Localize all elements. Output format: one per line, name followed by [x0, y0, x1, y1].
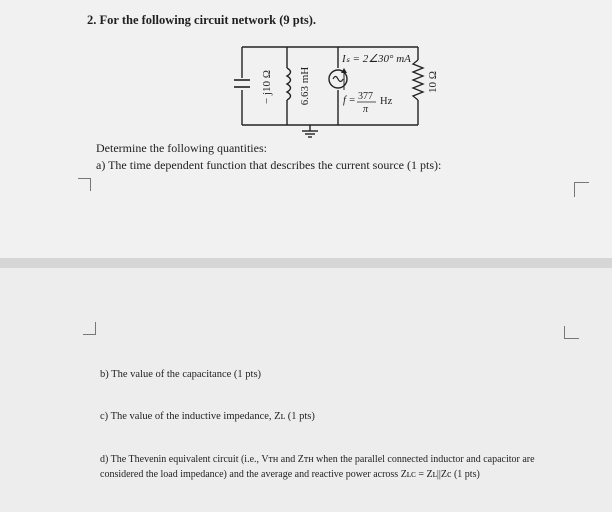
- part-c-prompt: c) The value of the inductive impedance, Zʟ (1 pts): [100, 411, 315, 422]
- capacitor-symbol: [234, 78, 250, 90]
- answer-box-corner-top-left: [78, 178, 91, 191]
- part-d-prompt: d) The Thevenin equivalent circuit (i.e., Vᴛʜ and Zᴛʜ when the parallel connected inductor and capacitor are considered the load impedance) and the average and reactive power across Zʟᴄ = Zʟ||Zc (1 pts): [100, 454, 535, 480]
- frequency-numerator: 377: [358, 91, 373, 102]
- answer-box-corner-top-right: [574, 182, 589, 197]
- answer-box-corner-bottom-left: [83, 322, 96, 335]
- inductor-symbol: [287, 68, 291, 100]
- question-title: 2. For the following circuit network (9 pts).: [87, 13, 317, 27]
- current-source-symbol: [329, 68, 347, 90]
- determine-heading: Determine the following quantities:: [96, 141, 267, 155]
- part-a-prompt: a) The time dependent function that describes the current source (1 pts):: [96, 158, 442, 172]
- capacitor-label: − j10 Ω: [261, 70, 273, 104]
- answer-box-corner-bottom-right: [564, 326, 579, 339]
- source-current-label: Iₛ = 2∠30° mA: [342, 53, 411, 65]
- part-b-prompt: b) The value of the capacitance (1 pts): [100, 369, 262, 380]
- frequency-denominator: π: [363, 104, 369, 115]
- resistor-label: 10 Ω: [427, 71, 439, 93]
- resistor-symbol: [413, 60, 423, 100]
- ground-symbol: [302, 131, 318, 137]
- inductor-label: 6.63 mH: [299, 66, 311, 106]
- frequency-unit: Hz: [380, 96, 393, 107]
- frequency-prefix: f =: [343, 95, 356, 106]
